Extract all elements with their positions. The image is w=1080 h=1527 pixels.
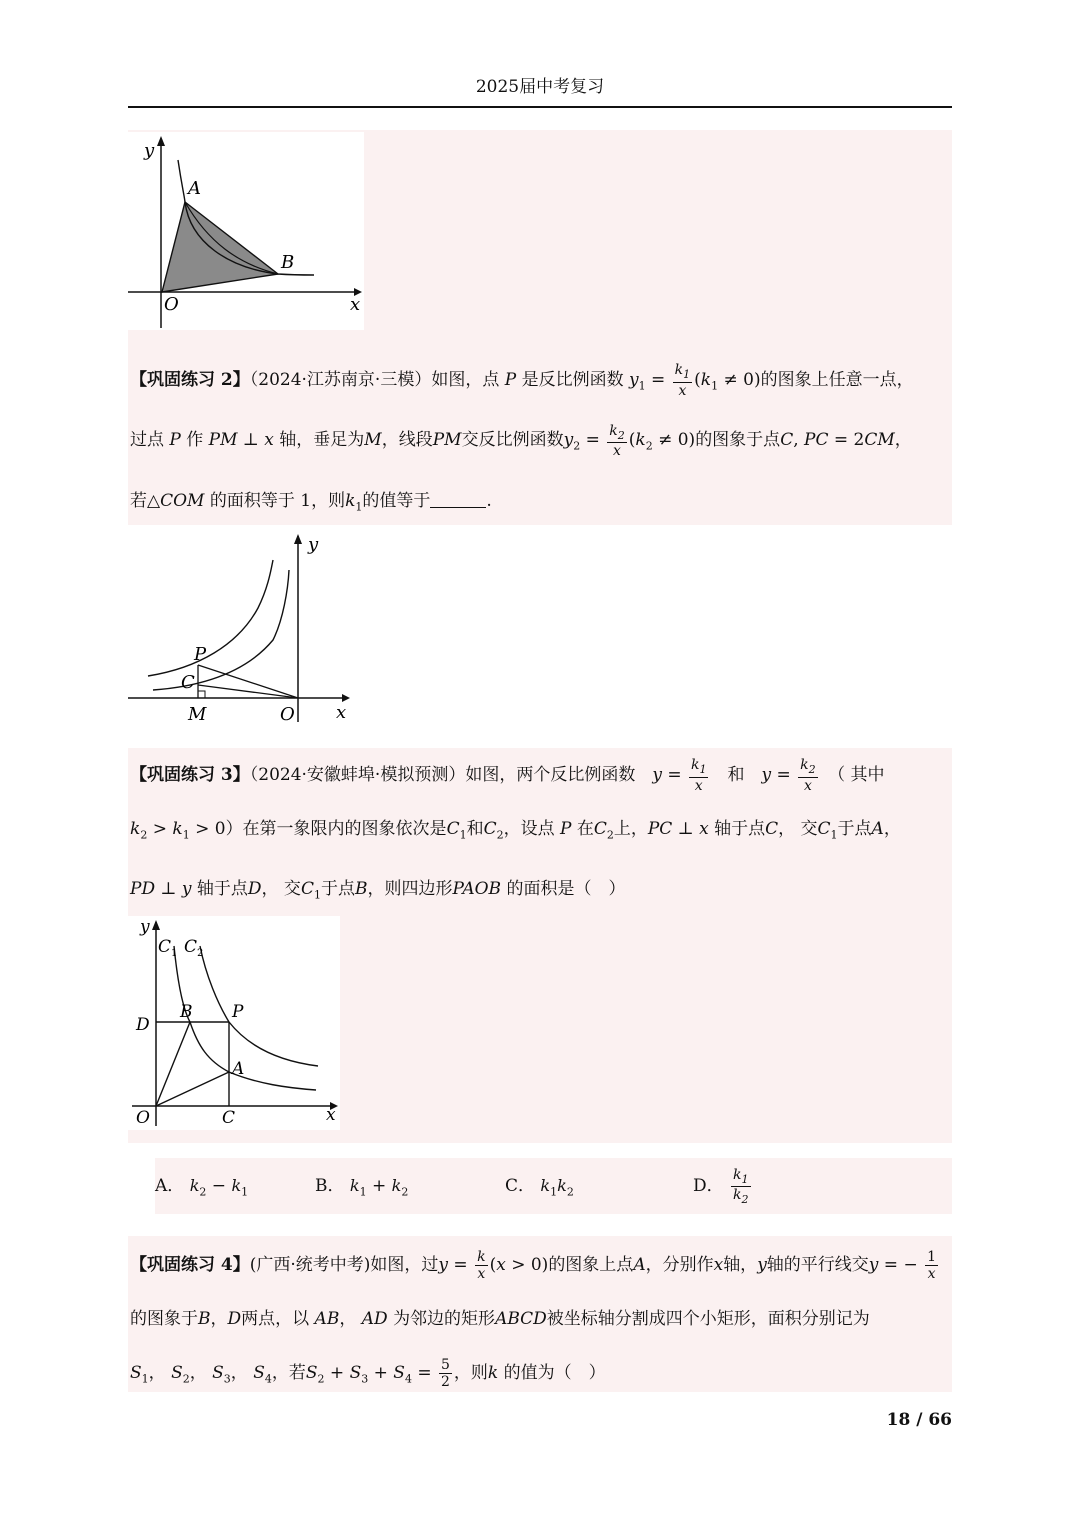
option-b[interactable]: B． $k_1 + k_2$ [315,1176,409,1199]
fig3-point-p-label: P [232,1002,244,1022]
ex3-line-1: 【巩固练习 3】（2024·安徽蚌埠·模拟预测）如图，两个反比例函数 y = $\frac{k_1}{x}$ 和 y = $\frac{k_2}{x}$ （ 其中 [130,757,885,794]
fig2-point-p-label: P [194,644,207,665]
page-header: 2025届中考复习 [475,77,605,97]
ex4-source: (广西·统考中考) [249,1255,371,1275]
fig1-y-label: y [144,140,155,161]
fig3-point-b-label: B [180,1002,193,1022]
option-a[interactable]: A． $k_2 - k_1$ [155,1176,249,1199]
ex3-line-2: $k_2 > k_1 > 0$）在第一象限内的图象依次是$C_1$和$C_2$，设点 P 在$C_2$上，PC ⊥ x 轴于点C， 交$C_1$于点A， [130,819,901,842]
figure-2 [128,530,352,726]
fig3-y-label: y [140,917,150,937]
ex3-tag: 【巩固练习 3】 [130,765,250,785]
exercise-4-text [130,1238,952,1406]
ex3-source: （2024·安徽蚌埠·模拟预测） [249,765,466,785]
fig1-x-label: x [350,294,361,315]
ex2-line-3: 若△COM 的面积等于 1，则$k_1$的值等于 . [130,490,492,514]
fig3-curve-c2-label: C [184,937,198,957]
fig3-curve-c2-sub: 2 [197,948,204,959]
fig3-curve-c1-label: C [158,937,172,957]
fig2-y-label: y [308,534,319,555]
ex4-line-3: $S_1$， $S_2$， $S_3$， $S_4$，若$S_2 + S_3 + S_4$ = $\frac{5}{2}$ ，则k 的值为（ ） [130,1356,606,1390]
fig2-x-label: x [336,702,347,723]
fig3-point-d-label: D [136,1015,150,1035]
fig1-point-b-label: B [281,252,295,273]
fig3-x-label: x [326,1105,336,1125]
option-d[interactable]: D． $\frac{k_1}{k_2}$ [693,1166,749,1206]
answer-blank[interactable] [430,507,486,508]
ex2-line-2: 过点 P 作 PM ⊥ x 轴，垂足为M，线段PM交反比例函数$y_2$ = $\frac{k_2}{x}$ $(k_2 \ne 0)$的图象于点C, PC = 2CM， [130,422,912,460]
fig2-origin-label: O [280,704,295,725]
ex3-line-3: PD ⊥ y 轴于点D， 交$C_1$于点B，则四边形PAOB 的面积是（ ） [130,879,626,902]
ex4-line-2: 的图象于B，D两点，以 AB， AD 为邻边的矩形ABCD被坐标轴分割成四个小矩形，面积分别记为 [130,1309,870,1329]
exercise-2-text [130,353,952,534]
fig2-point-c-label: C [181,672,195,693]
ex2-tag: 【巩固练习 2】 [130,370,250,390]
fig1-point-a-label: A [188,178,201,199]
fig3-point-a-label: A [232,1059,245,1079]
ex4-line-1: 【巩固练习 4】(广西·统考中考)如图，过y = $\frac{k}{x}$ (x > 0)的图象上点A，分别作x轴，y轴的平行线交y = − $\frac{1}{x}$ [130,1248,937,1282]
fig3-origin-label: O [136,1108,150,1128]
ex2-source: （2024·江苏南京·三模） [249,370,432,390]
figure-1 [128,132,364,330]
ex2-line-1: 【巩固练习 2】（2024·江苏南京·三模）如图，点 P 是反比例函数 $y_1$ = $\frac{k_1}{x}$ $(k_1 \ne 0)$的图象上任意一点， [130,362,914,399]
fig3-curve-c1-sub: 1 [171,948,178,959]
fig1-origin-label: O [164,294,179,315]
page-number: 18 / 66 [886,1410,952,1430]
fig2-point-m-label: M [188,704,207,725]
header-rule [128,106,952,108]
ex4-tag: 【巩固练习 4】 [130,1255,250,1275]
exercise-3-text [130,748,952,923]
fig3-point-c-label: C [222,1108,236,1128]
option-c[interactable]: C． $k_1k_2$ [505,1176,574,1199]
figure-3 [128,916,340,1130]
exercise-3-options [155,1158,952,1214]
